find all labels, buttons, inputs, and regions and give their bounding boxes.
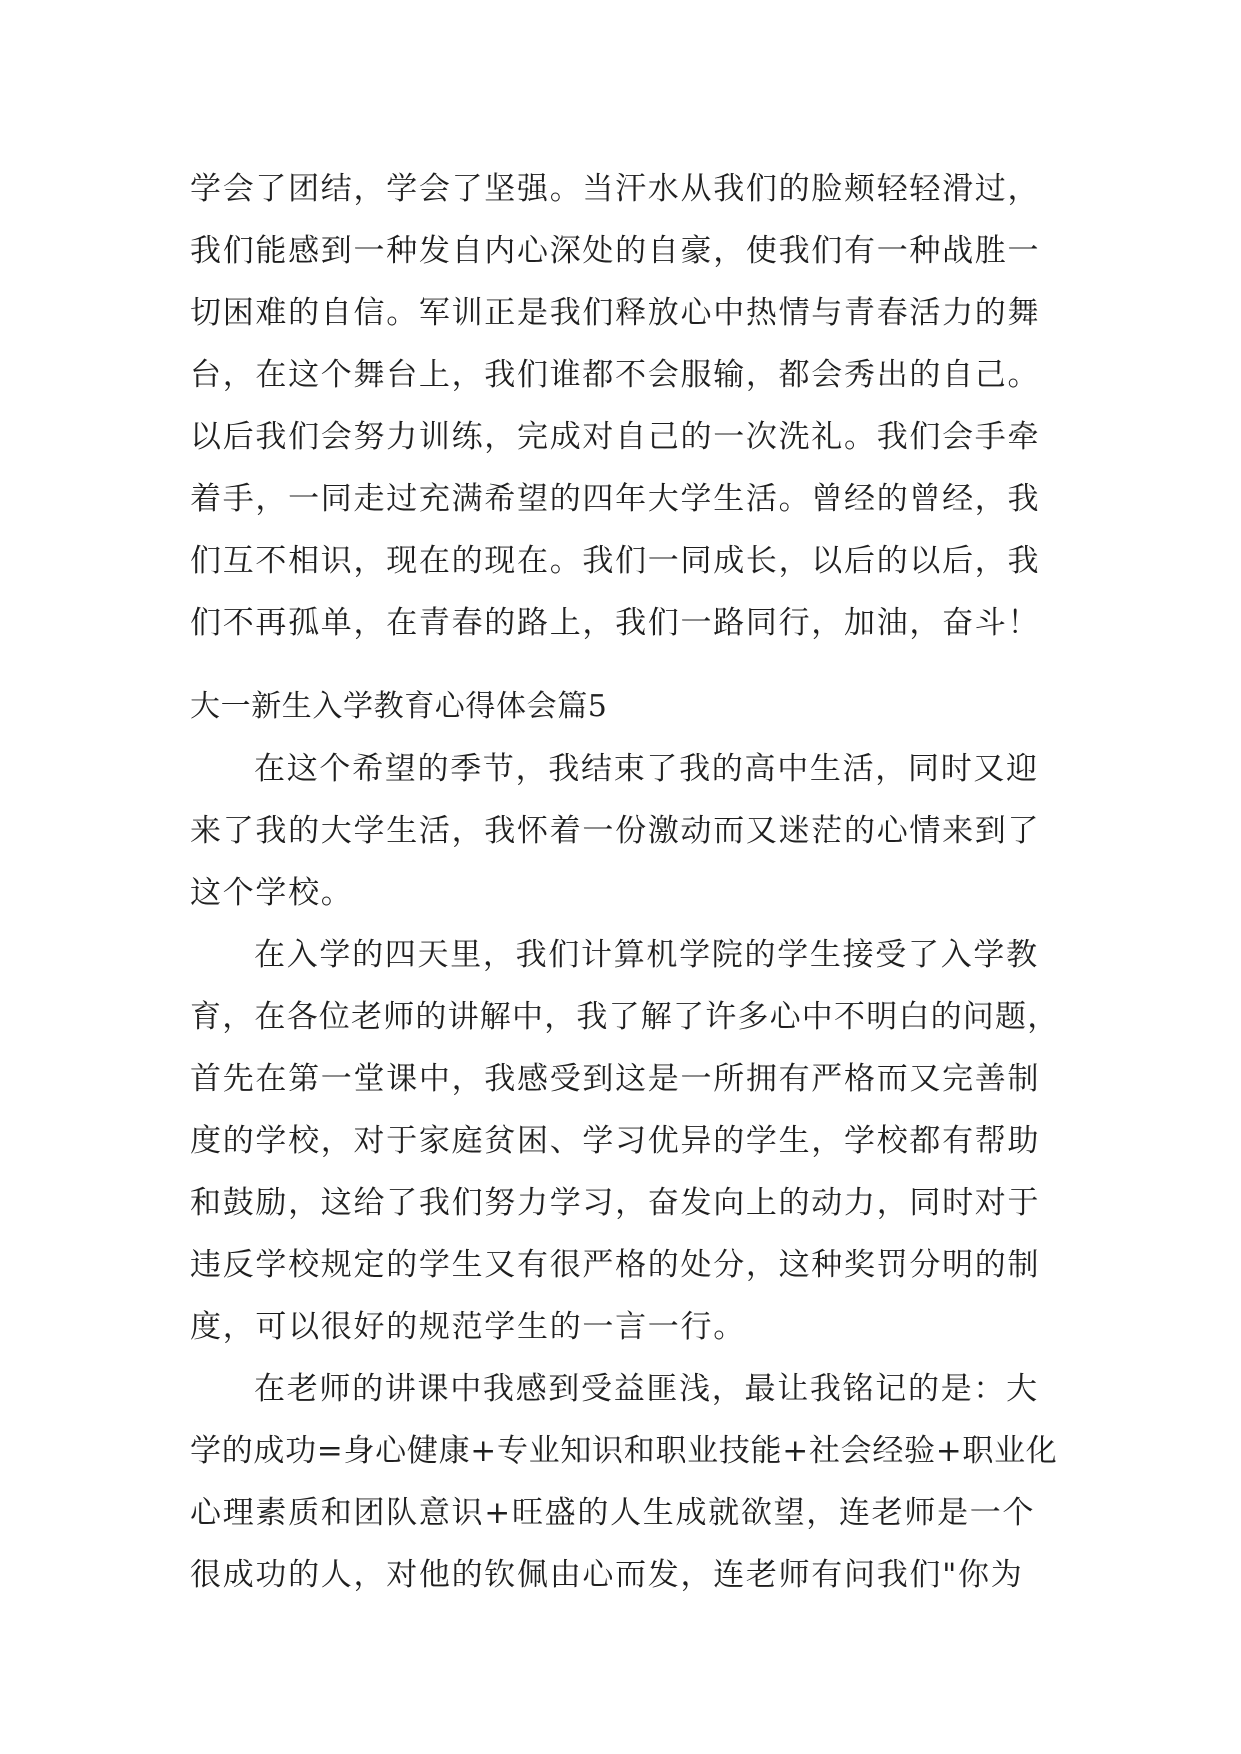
text-line: 和鼓励，这给了我们努力学习，奋发向上的动力，同时对于 [190,1185,1041,1221]
text-line: 违反学校规定的学生又有很严格的处分，这种奖罚分明的制 [190,1247,1041,1283]
text-line: 首先在第一堂课中，我感受到这是一所拥有严格而又完善制 [190,1061,1041,1097]
continuation-paragraph [190,158,1070,654]
text-line: 育，在各位老师的讲解中，我了解了许多心中不明白的问题， [190,999,1060,1035]
text-line: 度，可以很好的规范学生的一言一行。 [190,1309,746,1345]
text-line: 来了我的大学生活，我怀着一份激动而又迷茫的心情来到了 [190,813,1041,849]
text-line: 在这个希望的季节，我结束了我的高中生活，同时又迎 [254,751,1039,787]
paragraph-2 [190,924,1070,1358]
text-line: 度的学校，对于家庭贫困、学习优异的学生，学校都有帮助 [190,1123,1041,1159]
text-line: 在老师的讲课中我感到受益匪浅，最让我铭记的是：大 [254,1371,1039,1407]
text-line: 心理素质和团队意识+旺盛的人生成就欲望，连老师是一个 [190,1495,1036,1531]
section-heading: 大一新生入学教育心得体会篇5 [190,689,608,724]
text-line: 这个学校。 [190,875,354,911]
text-line: 以后我们会努力训练，完成对自己的一次洗礼。我们会手牵 [190,419,1041,455]
text-line: 着手，一同走过充满希望的四年大学生活。曾经的曾经，我 [190,481,1041,517]
paragraph-3 [190,1358,1070,1606]
text-line: 学的成功=身心健康+专业知识和职业技能+社会经验+职业化 [190,1433,1058,1469]
text-line: 学会了团结，学会了坚强。当汗水从我们的脸颊轻轻滑过， [190,171,1041,207]
text-line: 们互不相识，现在的现在。我们一同成长，以后的以后，我 [190,543,1041,579]
paragraph-1 [190,738,1070,924]
text-line: 们不再孤单，在青春的路上，我们一路同行，加油，奋斗！ [190,605,1041,641]
text-line: 我们能感到一种发自内心深处的自豪，使我们有一种战胜一 [190,233,1041,269]
text-line: 切困难的自信。军训正是我们释放心中热情与青春活力的舞 [190,295,1041,331]
text-line: 在入学的四天里，我们计算机学院的学生接受了入学教 [254,937,1039,973]
text-line: 很成功的人，对他的钦佩由心而发，连老师有问我们"你为 [190,1557,1024,1593]
text-line: 台，在这个舞台上，我们谁都不会服输，都会秀出的自己。 [190,357,1041,393]
